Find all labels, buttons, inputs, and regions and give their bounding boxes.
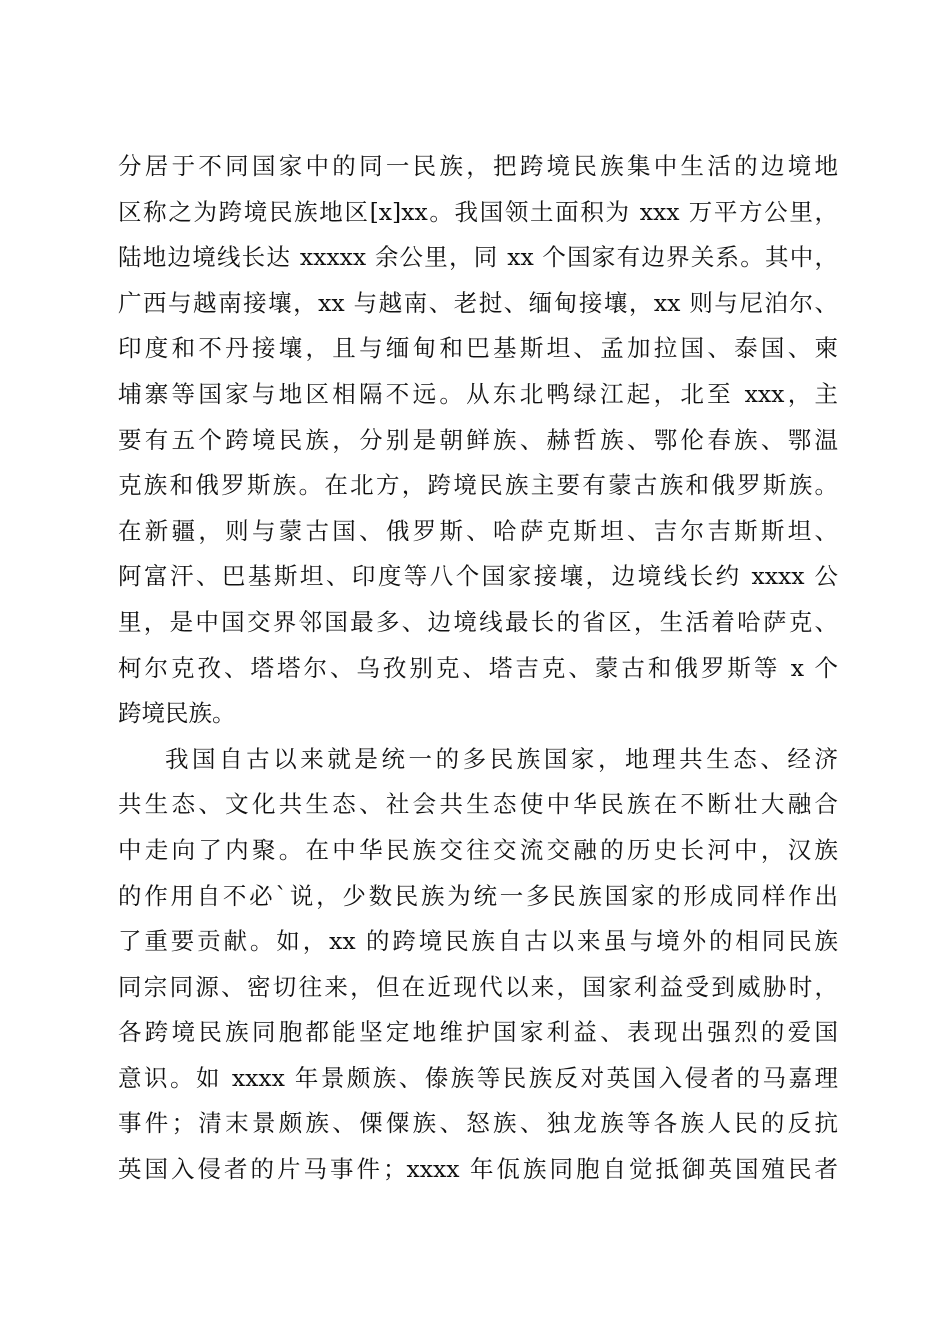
text-line: 埔寨等国家与地区相隔不远。从东北鸭绿江起，北至 xxx，主 (118, 379, 838, 408)
text-line: 了重要贡献。如，xx 的跨境民族自古以来虽与境外的相同民族 (118, 927, 838, 956)
paragraph-2 (118, 737, 838, 1193)
text-line: 区称之为跨境民族地区[x]xx。我国领土面积为 xxx 万平方公里， (118, 197, 838, 226)
body-text (118, 144, 838, 1193)
text-line: 柯尔克孜、塔塔尔、乌孜别克、塔吉克、蒙古和俄罗斯等 x 个 (118, 653, 838, 682)
text-line: 跨境民族。 (118, 699, 236, 728)
text-line: 印度和不丹接壤，且与缅甸和巴基斯坦、孟加拉国、泰国、柬 (118, 334, 838, 363)
text-line: 的作用自不必`说，少数民族为统一多民族国家的形成同样作出 (118, 881, 838, 910)
text-line: 各跨境民族同胞都能坚定地维护国家利益、表现出强烈的爱国 (118, 1018, 838, 1047)
paragraph-1 (118, 144, 838, 737)
text-line: 英国入侵者的片马事件；xxxx 年佤族同胞自觉抵御英国殖民者 (118, 1155, 838, 1184)
text-line: 我国自古以来就是统一的多民族国家，地理共生态、经济 (165, 744, 838, 773)
text-line: 陆地边境线长达 xxxxx 余公里，同 xx 个国家有边界关系。其中， (118, 243, 838, 272)
text-line: 中走向了内聚。在中华民族交往交流交融的历史长河中，汉族 (118, 835, 838, 864)
text-line: 克族和俄罗斯族。在北方，跨境民族主要有蒙古族和俄罗斯族。 (118, 471, 838, 500)
text-line: 在新疆，则与蒙古国、俄罗斯、哈萨克斯坦、吉尔吉斯斯坦、 (118, 516, 838, 545)
text-line: 分居于不同国家中的同一民族，把跨境民族集中生活的边境地 (118, 152, 838, 180)
text-line: 里，是中国交界邻国最多、边境线最长的省区，生活着哈萨克、 (118, 607, 838, 636)
text-line: 同宗同源、密切往来，但在近现代以来，国家利益受到威胁时， (118, 972, 838, 1001)
text-line: 要有五个跨境民族，分别是朝鲜族、赫哲族、鄂伦春族、鄂温 (118, 425, 838, 454)
text-line: 共生态、文化共生态、社会共生态使中华民族在不断壮大融合 (118, 790, 838, 819)
text-line: 阿富汗、巴基斯坦、印度等八个国家接壤，边境线长约 xxxx 公 (118, 562, 838, 591)
text-line: 意识。如 xxxx 年景颇族、傣族等民族反对英国入侵者的马嘉理 (118, 1063, 838, 1092)
text-line: 事件；清末景颇族、傈僳族、怒族、独龙族等各族人民的反抗 (118, 1109, 838, 1138)
text-line: 广西与越南接壤，xx 与越南、老挝、缅甸接壤，xx 则与尼泊尔、 (118, 288, 838, 317)
